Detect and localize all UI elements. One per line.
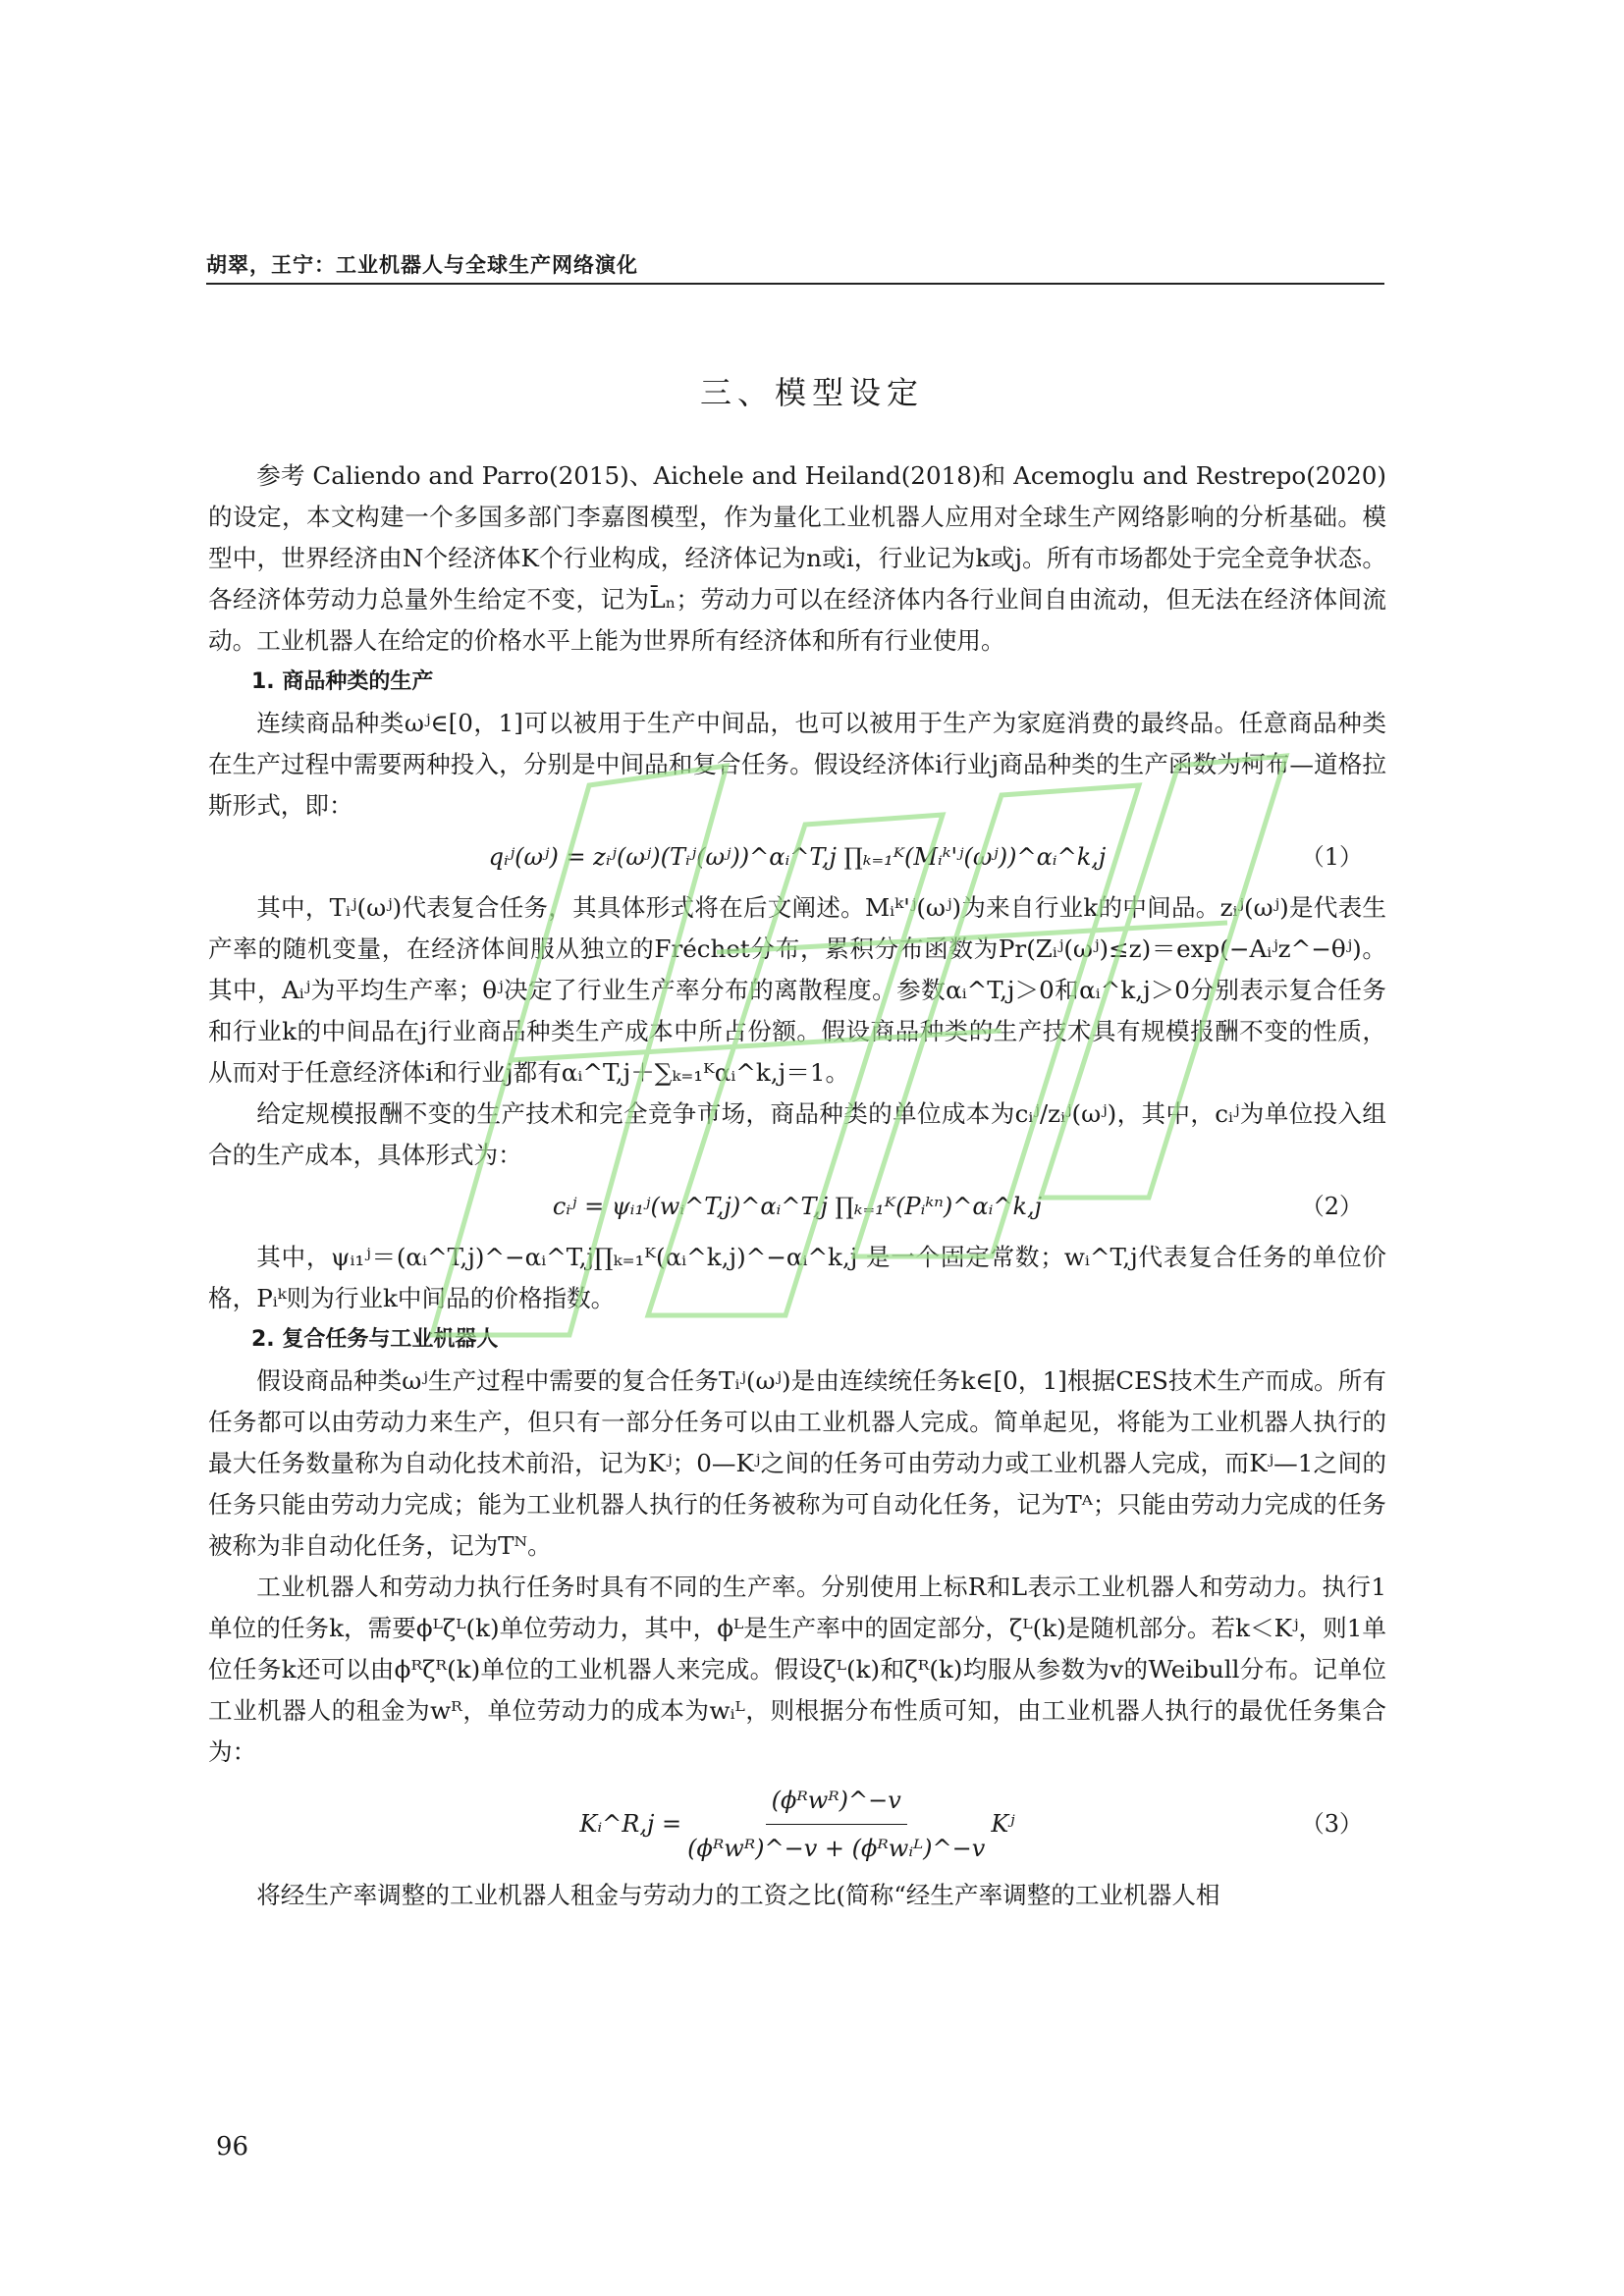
paragraph-5: 假设商品种类ωʲ生产过程中需要的复合任务Tᵢʲ(ωʲ)是由连续统任务k∈[0，1]根据CES技术生产而成。所有任务都可以由劳动力来生产，但只有一部分任务可以由工业机器人完成。简单起见，将能为工业机器人执行的最大任务数量称为自动化技术前沿，记为Kʲ；0—Kʲ之间的任务可由劳动力或工业机器人完成，而Kʲ—1之间的任务只能由劳动力完成；能为工业机器人执行的任务被称为可自动化任务，记为Tᴬ；只能由劳动力完成的任务被称为非自动化任务，记为Tᴺ。	[208, 1366, 1386, 1560]
paragraph-3: 给定规模报酬不变的生产技术和完全竞争市场，商品种类的单位成本为cᵢʲ/zᵢʲ(ωʲ)，其中，cᵢʲ为单位投入组合的生产成本，具体形式为：	[208, 1099, 1386, 1169]
equation-3-denominator: (ϕᴿwᴿ)^−v + (ϕᴿwᵢᴸ)^−v	[687, 1834, 986, 1862]
equation-3-fraction	[687, 1780, 985, 1869]
paragraph-1: 连续商品种类ωʲ∈[0，1]可以被用于生产中间品，也可以被用于生产为家庭消费的最终品。任意商品种类在生产过程中需要两种投入，分别是中间品和复合任务。假设经济体i行业j商品种类的生产函数为柯布—道格拉斯形式，即：	[208, 709, 1386, 820]
equation-1-body: qᵢʲ(ωʲ) = zᵢʲ(ωʲ)(Tᵢʲ(ωʲ))^αᵢ^T,j ∏ₖ₌₁ᴷ(Mᵢᵏ'ʲ(ωʲ))^αᵢ^k,j	[488, 843, 1107, 871]
equation-1	[208, 828, 1386, 885]
article-body	[208, 455, 1386, 1916]
header-rule	[206, 283, 1384, 285]
equation-1-number: （1）	[1300, 843, 1363, 871]
equation-3-number: （3）	[1300, 1810, 1363, 1838]
running-head: 胡翠，王宁：工业机器人与全球生产网络演化	[206, 253, 638, 277]
paragraph-intro: 参考 Caliendo and Parro(2015)、Aichele and Heiland(2018)和 Acemoglu and Restrepo(2020)的设定，本文构建一个多国多部门李嘉图模型，作为量化工业机器人应用对全球生产网络影响的分析基础。模型中，世界经济由N个经济体K个行业构成，经济体记为n或i，行业记为k或j。所有市场都处于完全竞争状态。各经济体劳动力总量外生给定不变，记为L̄ₙ；劳动力可以在经济体内各行业间自由流动，但无法在经济体间流动。工业机器人在给定的价格水平上能为世界所有经济体和所有行业使用。	[208, 461, 1386, 655]
equation-3-body	[208, 1777, 1386, 1871]
paragraph-2: 其中，Tᵢʲ(ωʲ)代表复合任务，其具体形式将在后文阐述。Mᵢᵏ'ʲ(ωʲ)为来自行业k的中间品。zᵢʲ(ωʲ)是代表生产率的随机变量，在经济体间服从独立的Fréchet分布，累积分布函数为Pr(Zᵢʲ(ωʲ)≤z)＝exp(−Aᵢʲz^−θʲ)。其中，Aᵢʲ为平均生产率；θʲ决定了行业生产率分布的离散程度。参数αᵢ^T,j＞0和αᵢ^k,j＞0分别表示复合任务和行业k的中间品在j行业商品种类生产成本中所占份额。假设商品种类的生产技术具有规模报酬不变的性质，从而对于任意经济体i和行业j都有αᵢ^T,j＋∑ₖ₌₁ᴷαᵢ^k,j＝1。	[208, 893, 1386, 1087]
subsection-title-2: 2. 复合任务与工业机器人	[251, 1327, 499, 1352]
equation-3-numerator: (ϕᴿwᴿ)^−v	[766, 1780, 907, 1825]
paragraph-7: 将经生产率调整的工业机器人租金与劳动力的工资之比(简称“经生产率调整的工业机器人相	[256, 1881, 1220, 1909]
paragraph-6: 工业机器人和劳动力执行任务时具有不同的生产率。分别使用上标R和L表示工业机器人和劳动力。执行1单位的任务k，需要ϕᴸζᴸ(k)单位劳动力，其中，ϕᴸ是生产率中的固定部分，ζᴸ(k)是随机部分。若k＜Kʲ，则1单位任务k还可以由ϕᴿζᴿ(k)单位的工业机器人来完成。假设ζᴸ(k)和ζᴿ(k)均服从参数为v的Weibull分布。记单位工业机器人的租金为wᴿ，单位劳动力的成本为wᵢᴸ，则根据分布性质可知，由工业机器人执行的最优任务集合为：	[208, 1573, 1386, 1766]
page-number: 96	[216, 2132, 249, 2162]
equation-2	[208, 1178, 1386, 1235]
equation-2-body: cᵢʲ = ψᵢ₁ʲ(wᵢ^T,j)^αᵢ^T,j ∏ₖ₌₁ᴷ(Pᵢᵏⁿ)^αᵢ^k,j	[552, 1193, 1043, 1220]
equation-3	[208, 1777, 1386, 1871]
equation-3-rhs: Kʲ	[991, 1810, 1015, 1838]
equation-2-number: （2）	[1300, 1193, 1363, 1220]
equation-3-lhs: Kᵢ^R,j =	[579, 1810, 682, 1838]
section-title: 三、模型设定	[699, 374, 924, 411]
paragraph-4: 其中，ψᵢ₁ʲ＝(αᵢ^T,j)^−αᵢ^T,j∏ₖ₌₁ᴷ(αᵢ^k,j)^−αᵢ^k,j 是一个固定常数；wᵢ^T,j代表复合任务的单位价格，Pᵢᵏ则为行业k中间品的价格指数。	[208, 1243, 1386, 1312]
subsection-title-1: 1. 商品种类的生产	[251, 669, 434, 694]
